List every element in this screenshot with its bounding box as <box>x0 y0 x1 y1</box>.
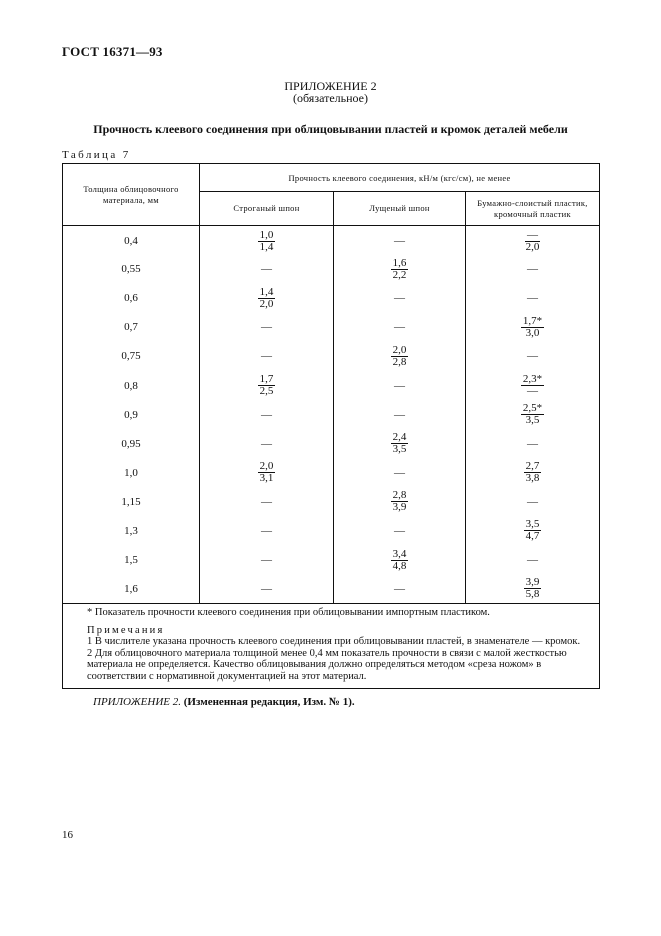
strength-cell-planed-veneer <box>200 371 334 400</box>
thickness-column-header <box>63 164 200 226</box>
numerator-face: 1,4 <box>259 285 274 298</box>
strength-cell-planed-veneer: — <box>200 429 334 458</box>
strength-fraction <box>258 230 276 253</box>
strength-fraction <box>258 374 276 397</box>
table-row <box>63 284 600 313</box>
strength-cell-planed-veneer: — <box>200 575 334 604</box>
numerator-face: 2,0 <box>259 460 274 473</box>
numerator-face: 2,0 <box>392 343 407 356</box>
denominator-edge: — <box>527 385 538 398</box>
thickness-cell: 0,7 <box>63 313 200 342</box>
section-title: Прочность клеевого соединения при облицовывании пластей и кромок деталей мебели <box>93 122 568 136</box>
thickness-cell: 0,55 <box>63 255 200 284</box>
numerator-face: 1,7 <box>259 373 274 386</box>
denominator-edge: 2,0 <box>259 297 274 310</box>
strength-cell-peeled-veneer <box>334 342 466 371</box>
strength-cell-laminate <box>466 371 600 400</box>
table-row <box>63 255 600 284</box>
strength-cell-laminate <box>466 458 600 487</box>
strength-fraction <box>521 403 544 426</box>
thickness-cell: 0,75 <box>63 342 200 371</box>
strength-cell-planed-veneer: — <box>200 313 334 342</box>
denominator-edge: 2,0 <box>525 240 540 253</box>
denominator-edge: 2,8 <box>392 355 407 368</box>
column-header-laminate-text: Бумажно-слоистый пластик, кромочный пластик <box>477 197 588 219</box>
thickness-cell: 0,4 <box>63 226 200 255</box>
note-1: 1 В числителе указана прочность клеевого соединения при облицовывании пластей, в знаменателе — кромок. <box>87 636 581 648</box>
page-number: 16 <box>62 829 73 841</box>
numerator-face: 2,7 <box>525 460 540 473</box>
strength-cell-planed-veneer: — <box>200 342 334 371</box>
denominator-edge: 2,2 <box>392 268 407 281</box>
strength-fraction <box>391 432 409 455</box>
strength-fraction <box>391 549 409 572</box>
amendment-appendix: ПРИЛОЖЕНИЕ 2. <box>93 696 181 708</box>
strength-cell-peeled-veneer <box>334 255 466 284</box>
thickness-cell: 0,6 <box>63 284 200 313</box>
numerator-face: 3,5 <box>525 518 540 531</box>
strength-cell-peeled-veneer <box>334 546 466 575</box>
strength-cell-planed-veneer: — <box>200 516 334 545</box>
strength-cell-planed-veneer: — <box>200 487 334 516</box>
strength-cell-planed-veneer: — <box>200 546 334 575</box>
strength-cell-peeled-veneer: — <box>334 400 466 429</box>
denominator-edge: 3,8 <box>525 472 540 485</box>
table-row <box>63 313 600 342</box>
strength-cell-planed-veneer <box>200 284 334 313</box>
strength-group-header: Прочность клеевого соединения, кН/м (кгс/см), не менее <box>200 164 600 192</box>
note-2: 2 Для облицовочного материала толщиной менее 0,4 мм показатель прочности в связи с малой жесткостью материала не определяется. Качество облицовывания должно определяться методом «среза ножом» в соответствии с нормативной документацией на этот материал. <box>87 647 567 682</box>
strength-cell-planed-veneer <box>200 226 334 255</box>
denominator-edge: 3,1 <box>259 472 274 485</box>
strength-cell-laminate: — <box>466 255 600 284</box>
thickness-cell: 1,3 <box>63 516 200 545</box>
strength-cell-peeled-veneer: — <box>334 371 466 400</box>
denominator-edge: 3,9 <box>392 501 407 514</box>
thickness-cell: 1,6 <box>63 575 200 604</box>
table-caption: Таблица 7 <box>62 149 131 161</box>
denominator-edge: 5,8 <box>525 588 540 601</box>
numerator-face: 2,3* <box>522 373 543 386</box>
table-row <box>63 226 600 255</box>
footnote: * Показатель прочности клеевого соединения при облицовывании импортным пластиком. <box>87 607 490 619</box>
thickness-cell: 0,95 <box>63 429 200 458</box>
thickness-cell: 0,8 <box>63 371 200 400</box>
denominator-edge: 3,0 <box>525 326 540 339</box>
column-header-planed-veneer: Строганый шпон <box>200 192 334 226</box>
table-body <box>63 226 600 604</box>
denominator-edge: 4,8 <box>392 559 407 572</box>
strength-fraction <box>524 461 542 484</box>
strength-cell-planed-veneer: — <box>200 400 334 429</box>
thickness-column-header-text: Толщина облицовочного материала, мм <box>83 183 179 205</box>
strength-fraction <box>521 316 544 339</box>
strength-cell-peeled-veneer <box>334 487 466 516</box>
denominator-edge: 3,5 <box>525 414 540 427</box>
table-row <box>63 575 600 604</box>
strength-fraction <box>258 461 276 484</box>
numerator-face: 2,8 <box>392 489 407 502</box>
strength-fraction <box>524 519 542 542</box>
strength-cell-peeled-veneer: — <box>334 284 466 313</box>
strength-cell-laminate: — <box>466 487 600 516</box>
strength-cell-peeled-veneer: — <box>334 516 466 545</box>
document-header: ГОСТ 16371—93 <box>62 44 163 59</box>
strength-fraction <box>521 374 544 397</box>
strength-fraction <box>258 287 276 310</box>
strength-cell-laminate: — <box>466 546 600 575</box>
denominator-edge: 1,4 <box>259 240 274 253</box>
table-row <box>63 400 600 429</box>
strength-cell-laminate <box>466 575 600 604</box>
table-row <box>63 342 600 371</box>
strength-fraction <box>391 345 409 368</box>
denominator-edge: 3,5 <box>392 443 407 456</box>
strength-cell-peeled-veneer: — <box>334 313 466 342</box>
numerator-face: 3,4 <box>392 547 407 560</box>
strength-cell-peeled-veneer: — <box>334 458 466 487</box>
strength-table <box>62 163 600 689</box>
strength-cell-peeled-veneer: — <box>334 575 466 604</box>
strength-cell-peeled-veneer <box>334 429 466 458</box>
appendix-type: (обязательное) <box>293 91 368 105</box>
appendix-heading <box>0 80 661 104</box>
thickness-cell: 0,9 <box>63 400 200 429</box>
table-row <box>63 371 600 400</box>
strength-cell-planed-veneer <box>200 458 334 487</box>
strength-cell-laminate: — <box>466 342 600 371</box>
table-row <box>63 458 600 487</box>
strength-fraction <box>391 490 409 513</box>
amendment-reference <box>93 696 355 708</box>
denominator-edge: 4,7 <box>525 530 540 543</box>
strength-cell-laminate <box>466 400 600 429</box>
column-header-peeled-veneer: Лущеный шпон <box>334 192 466 226</box>
table-row <box>63 487 600 516</box>
strength-cell-laminate: — <box>466 429 600 458</box>
numerator-face: 1,6 <box>392 256 407 269</box>
strength-cell-laminate: — <box>466 284 600 313</box>
strength-fraction <box>391 258 409 281</box>
denominator-edge: 2,5 <box>259 385 274 398</box>
numerator-face: 1,0 <box>259 228 274 241</box>
appendix-label: ПРИЛОЖЕНИЕ 2 <box>284 79 377 93</box>
thickness-cell: 1,15 <box>63 487 200 516</box>
strength-cell-laminate <box>466 226 600 255</box>
numerator-face: 2,4 <box>392 431 407 444</box>
table-row <box>63 516 600 545</box>
notes-title: Примечания <box>87 624 165 636</box>
table-row <box>63 546 600 575</box>
numerator-face: 1,7* <box>522 314 543 327</box>
table-row <box>63 429 600 458</box>
numerator-face: 2,5* <box>522 402 543 415</box>
column-header-laminate <box>466 192 600 226</box>
strength-cell-planed-veneer: — <box>200 255 334 284</box>
strength-fraction <box>525 230 540 253</box>
thickness-cell: 1,5 <box>63 546 200 575</box>
amendment-note: (Измененная редакция, Изм. № 1). <box>183 696 355 708</box>
thickness-cell: 1,0 <box>63 458 200 487</box>
numerator-face: 3,9 <box>525 576 540 589</box>
strength-cell-laminate <box>466 516 600 545</box>
strength-cell-laminate <box>466 313 600 342</box>
strength-cell-peeled-veneer: — <box>334 226 466 255</box>
table-notes <box>63 604 600 689</box>
strength-fraction <box>524 577 542 600</box>
numerator-face: — <box>527 228 538 241</box>
